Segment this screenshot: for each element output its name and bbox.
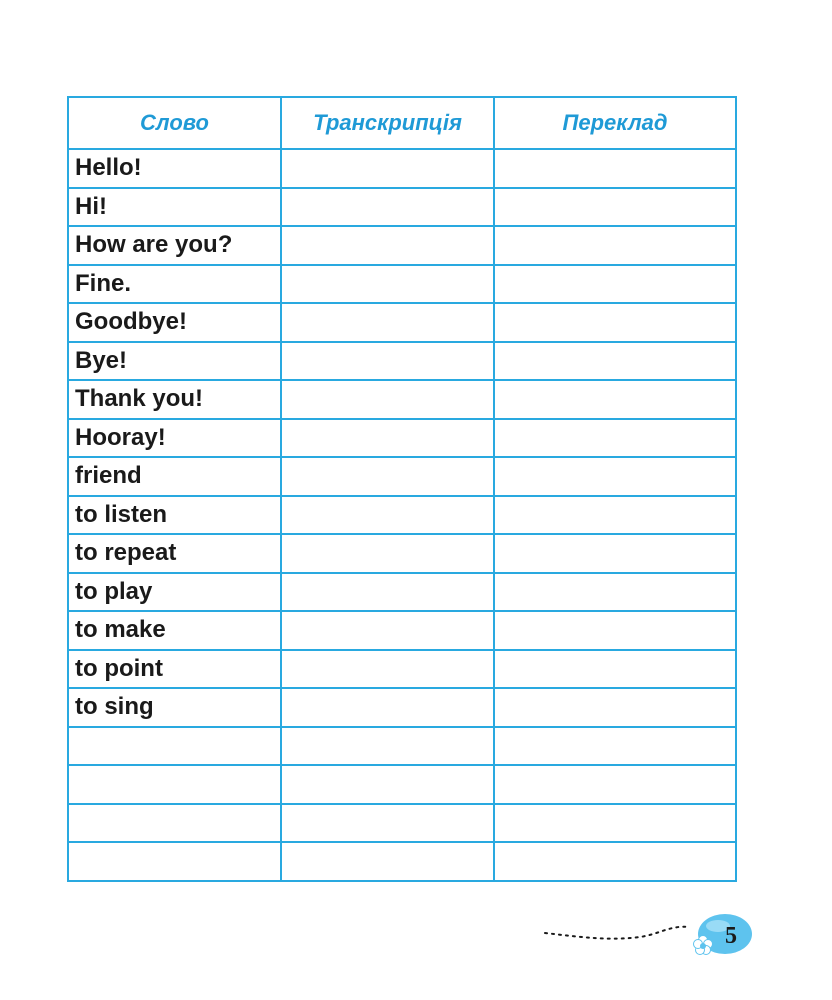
- word-cell: [68, 765, 281, 804]
- translation-cell: [494, 226, 736, 265]
- transcription-cell: [281, 149, 494, 188]
- transcription-cell: [281, 727, 494, 766]
- transcription-cell: [281, 303, 494, 342]
- translation-cell: [494, 303, 736, 342]
- table-row: [68, 534, 736, 573]
- word-cell: Hello!: [68, 149, 281, 188]
- word-cell: to listen: [68, 496, 281, 535]
- table-row: [68, 188, 736, 227]
- transcription-cell: [281, 380, 494, 419]
- translation-cell: [494, 650, 736, 689]
- transcription-cell: [281, 457, 494, 496]
- transcription-cell: [281, 842, 494, 881]
- transcription-cell: [281, 804, 494, 843]
- word-cell: Goodbye!: [68, 303, 281, 342]
- translation-cell: [494, 149, 736, 188]
- header-transcription: Транскрипція: [281, 97, 494, 149]
- word-cell: [68, 727, 281, 766]
- word-cell: [68, 842, 281, 881]
- translation-cell: [494, 688, 736, 727]
- translation-cell: [494, 457, 736, 496]
- translation-cell: [494, 573, 736, 612]
- translation-cell: [494, 496, 736, 535]
- translation-cell: [494, 804, 736, 843]
- translation-cell: [494, 380, 736, 419]
- translation-cell: [494, 534, 736, 573]
- header-word: Слово: [68, 97, 281, 149]
- table-row: [68, 611, 736, 650]
- word-cell: to sing: [68, 688, 281, 727]
- transcription-cell: [281, 342, 494, 381]
- dotted-trail: [545, 927, 690, 939]
- table-row: [68, 149, 736, 188]
- transcription-cell: [281, 496, 494, 535]
- transcription-cell: [281, 226, 494, 265]
- translation-cell: [494, 265, 736, 304]
- vocabulary-table: [67, 96, 737, 882]
- transcription-cell: [281, 765, 494, 804]
- word-cell: Thank you!: [68, 380, 281, 419]
- word-cell: to make: [68, 611, 281, 650]
- translation-cell: [494, 727, 736, 766]
- word-cell: [68, 804, 281, 843]
- table-header-row: [68, 97, 736, 149]
- table-row: [68, 573, 736, 612]
- transcription-cell: [281, 611, 494, 650]
- translation-cell: [494, 188, 736, 227]
- translation-cell: [494, 765, 736, 804]
- word-cell: Fine.: [68, 265, 281, 304]
- table-row: [68, 765, 736, 804]
- table-row: [68, 380, 736, 419]
- table-row: [68, 342, 736, 381]
- word-cell: to play: [68, 573, 281, 612]
- table-row: [68, 496, 736, 535]
- table-row: [68, 650, 736, 689]
- word-cell: to point: [68, 650, 281, 689]
- word-cell: Bye!: [68, 342, 281, 381]
- translation-cell: [494, 342, 736, 381]
- table-row: [68, 727, 736, 766]
- page-number-badge: [540, 905, 760, 965]
- table-row: [68, 804, 736, 843]
- transcription-cell: [281, 650, 494, 689]
- table-row: [68, 265, 736, 304]
- word-cell: friend: [68, 457, 281, 496]
- header-translation: Переклад: [494, 97, 736, 149]
- translation-cell: [494, 842, 736, 881]
- transcription-cell: [281, 188, 494, 227]
- transcription-cell: [281, 534, 494, 573]
- word-cell: Hi!: [68, 188, 281, 227]
- table-row: [68, 457, 736, 496]
- word-cell: Hooray!: [68, 419, 281, 458]
- transcription-cell: [281, 688, 494, 727]
- table-row: [68, 688, 736, 727]
- table-row: [68, 226, 736, 265]
- table-row: [68, 842, 736, 881]
- table-row: [68, 303, 736, 342]
- table-row: [68, 419, 736, 458]
- word-cell: How are you?: [68, 226, 281, 265]
- translation-cell: [494, 419, 736, 458]
- page-number: 5: [725, 923, 737, 949]
- word-cell: to repeat: [68, 534, 281, 573]
- translation-cell: [494, 611, 736, 650]
- transcription-cell: [281, 419, 494, 458]
- transcription-cell: [281, 265, 494, 304]
- transcription-cell: [281, 573, 494, 612]
